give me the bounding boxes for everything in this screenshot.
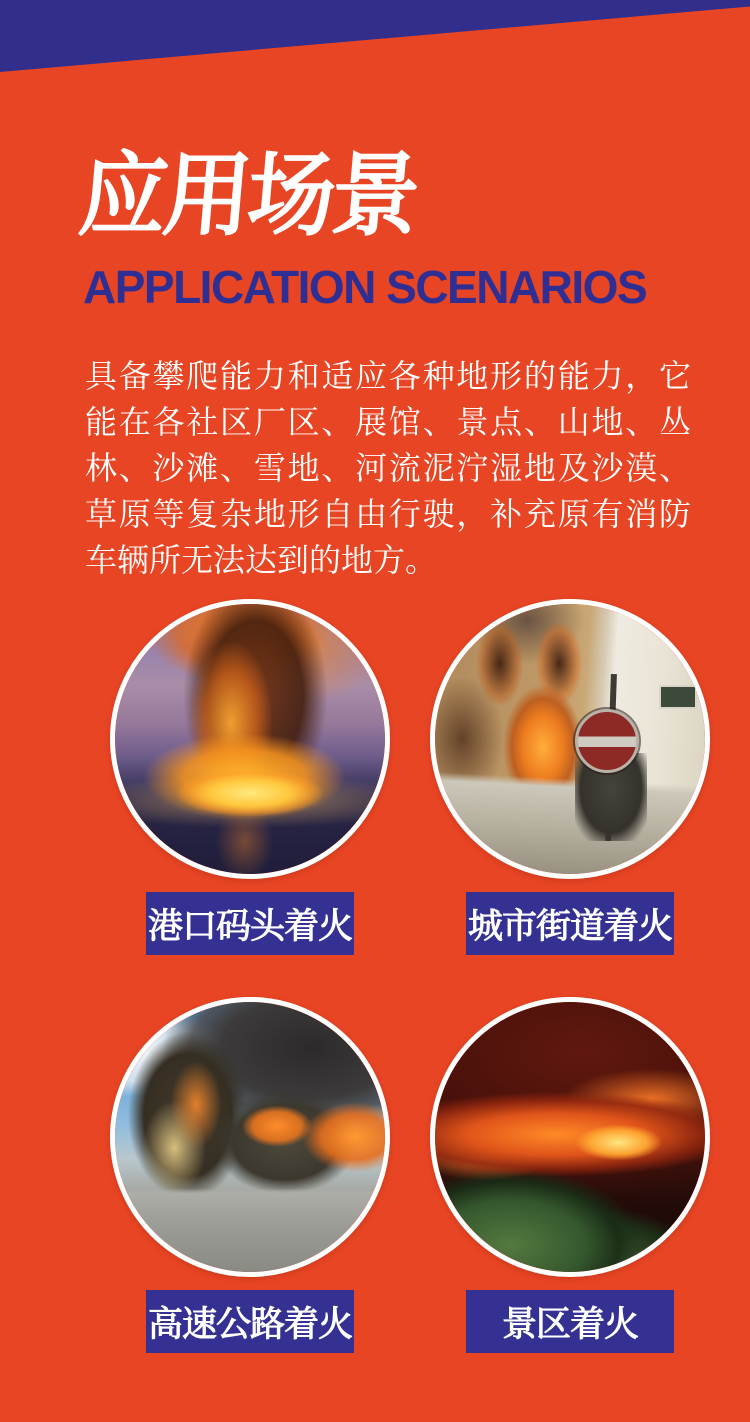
port-dock-fire-photo (115, 604, 385, 874)
photo-frame (430, 997, 710, 1277)
highway-fire-photo (115, 1002, 385, 1272)
page-title: 应用场景 (75, 143, 421, 247)
page-subtitle: APPLICATION SCENARIOS (83, 261, 647, 313)
top-diagonal-banner (0, 0, 750, 72)
scenario-card-city-street (430, 599, 710, 955)
street-name-plaque (659, 685, 697, 709)
scenario-label: 城市街道着火 (466, 892, 674, 955)
intro-paragraph: 具备攀爬能力和适应各种地形的能力，它能在各社区厂区、展馆、景点、山地、丛林、沙滩、雪地、河流泥泞湿地及沙漠、草原等复杂地形自由行驶，补充原有消防车辆所无法达到的地方。 (85, 358, 691, 578)
scenario-label: 景区着火 (466, 1290, 674, 1353)
scenario-label: 港口码头着火 (146, 892, 354, 955)
photo-frame (430, 599, 710, 879)
scenario-card-scenic-area (430, 997, 710, 1353)
photo-frame (110, 997, 390, 1277)
photo-frame (110, 599, 390, 879)
scenic-area-fire-photo (435, 1002, 705, 1272)
scenario-card-highway (110, 997, 390, 1353)
city-street-fire-photo (435, 604, 705, 874)
scenario-card-port-dock (110, 599, 390, 955)
scenario-label: 高速公路着火 (146, 1290, 354, 1353)
